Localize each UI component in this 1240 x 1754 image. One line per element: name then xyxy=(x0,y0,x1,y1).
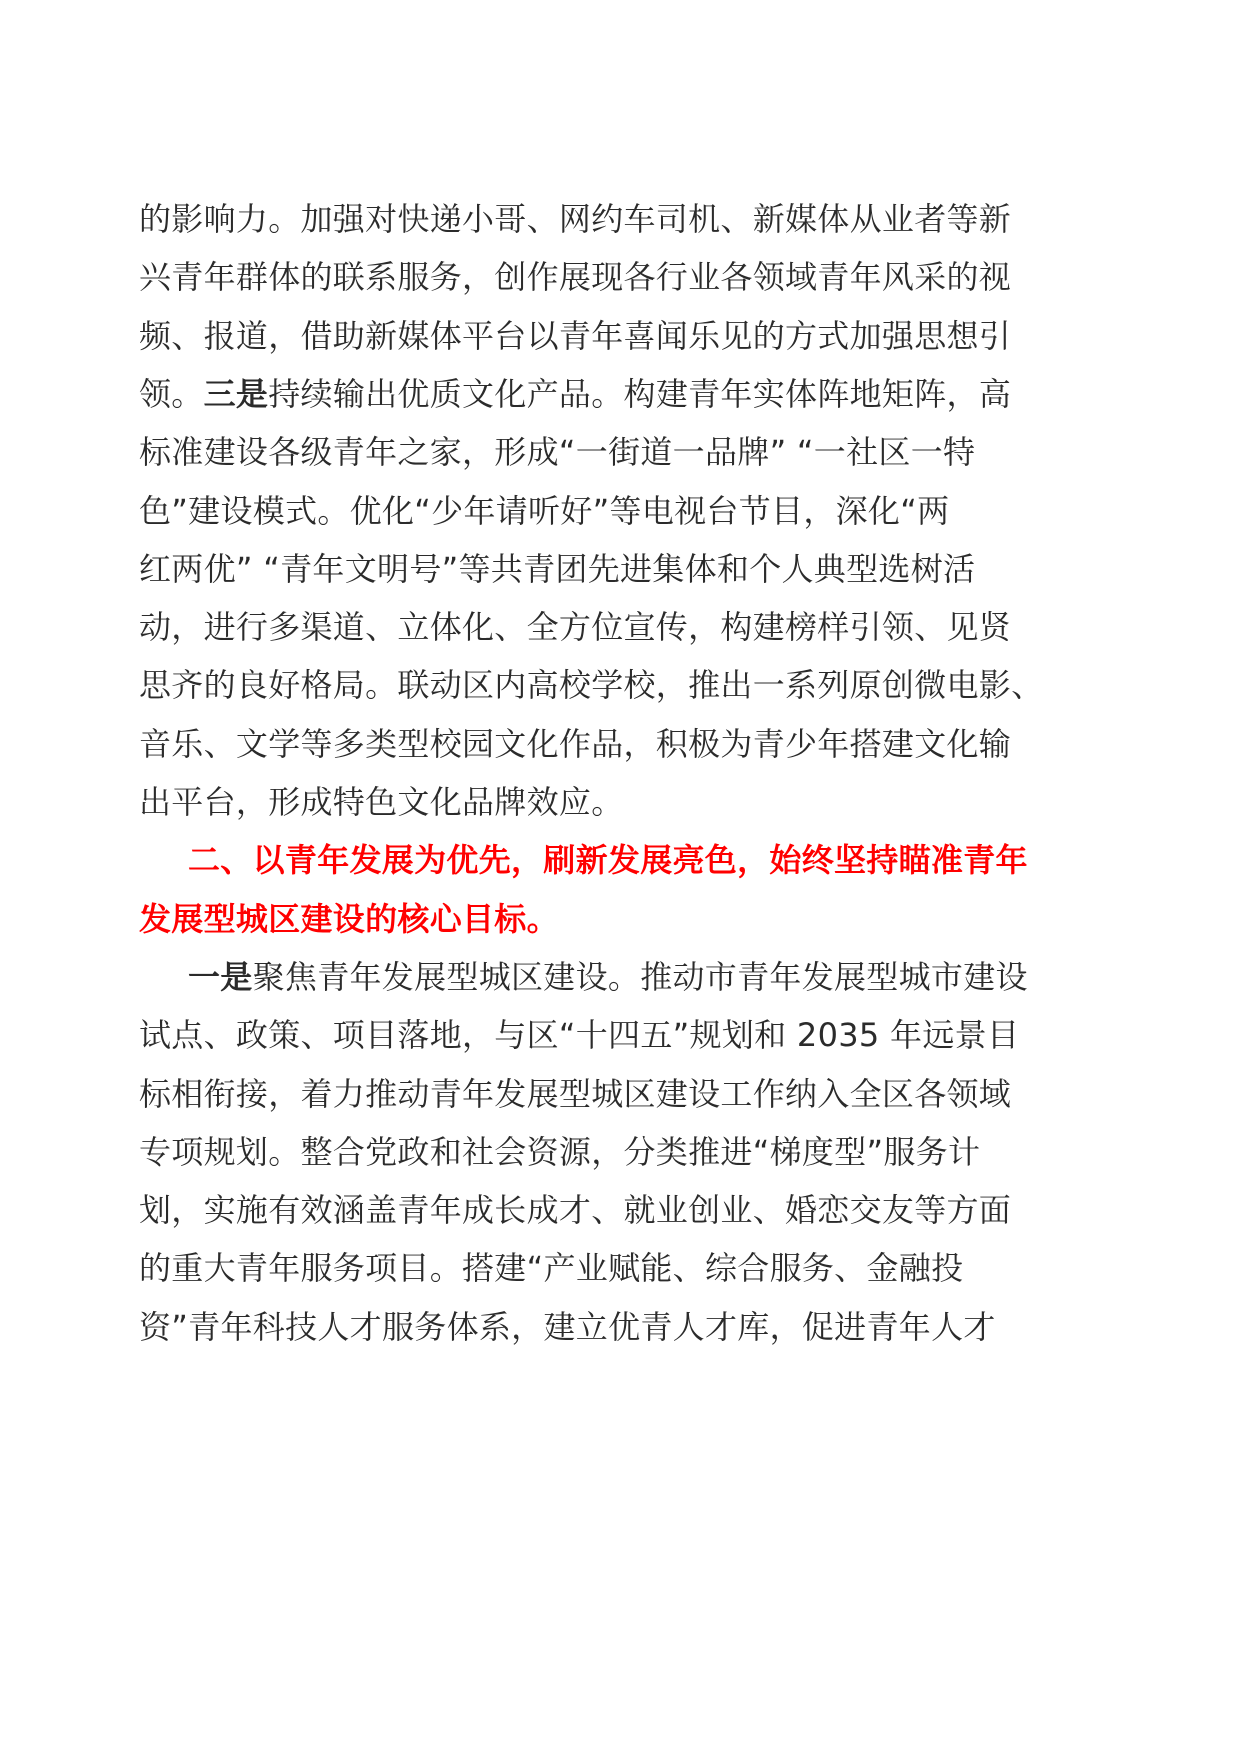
keyword-yi-shi: 一是 xyxy=(188,958,253,996)
paragraph-1-line-1: 的影响力。加强对快递小哥、网约车司机、新媒体从业者等新 xyxy=(139,200,1012,238)
paragraph-1-line-6: 色”建设模式。优化“少年请听好”等电视台节目，深化“两 xyxy=(139,492,950,530)
paragraph-2-line-5: 划，实施有效涵盖青年成长成才、就业创业、婚恋交友等方面 xyxy=(139,1191,1012,1229)
paragraph-2-line-1 xyxy=(188,954,1028,1000)
paragraph-1-line-7: 红两优” “青年文明号”等共青团先进集体和个人典型选树活 xyxy=(139,550,976,588)
paragraph-2-line-6: 的重大青年服务项目。搭建“产业赋能、综合服务、金融投 xyxy=(139,1249,964,1287)
paragraph-1-line-2: 兴青年群体的联系服务，创作展现各行业各领域青年风采的视 xyxy=(139,258,1012,296)
keyword-san-shi: 三是 xyxy=(203,375,269,413)
paragraph-2-line-1-rest: 聚焦青年发展型城区建设。推动市青年发展型城市建设 xyxy=(252,958,1028,996)
paragraph-1-line-10: 音乐、文学等多类型校园文化作品，积极为青少年搭建文化输 xyxy=(139,725,1012,763)
paragraph-2-line-4: 专项规划。整合党政和社会资源，分类推进“梯度型”服务计 xyxy=(139,1133,981,1171)
paragraph-1-line-11: 出平台，形成特色文化品牌效应。 xyxy=(139,783,624,821)
paragraph-1-line-4 xyxy=(139,371,1011,417)
paragraph-1-line-9: 思齐的良好格局。联动区内高校学校，推出一系列原创微电影、 xyxy=(139,666,1044,704)
paragraph-2-line-2: 试点、政策、项目落地，与区“十四五”规划和 2035 年远景目 xyxy=(139,1016,1020,1054)
paragraph-2-line-3: 标相衔接，着力推动青年发展型城区建设工作纳入全区各领域 xyxy=(139,1075,1012,1113)
paragraph-1-line-4-rest: 持续输出优质文化产品。构建青年实体阵地矩阵，高 xyxy=(268,375,1012,413)
paragraph-1-line-5: 标准建设各级青年之家，形成“一街道一品牌” “一社区一特 xyxy=(139,433,976,471)
paragraph-2-line-7: 资”青年科技人才服务体系，建立优青人才库，促进青年人才 xyxy=(139,1308,996,1346)
paragraph-1-line-8: 动，进行多渠道、立体化、全方位宣传，构建榜样引领、见贤 xyxy=(139,608,1012,646)
section-heading-line-2: 发展型城区建设的核心目标。 xyxy=(139,900,559,938)
paragraph-1-line-4-lead: 领。 xyxy=(139,375,204,413)
paragraph-1-line-3: 频、报道，借助新媒体平台以青年喜闻乐见的方式加强思想引 xyxy=(139,317,1012,355)
section-heading-line-1: 二、以青年发展为优先，刷新发展亮色，始终坚持瞄准青年 xyxy=(188,841,1028,879)
